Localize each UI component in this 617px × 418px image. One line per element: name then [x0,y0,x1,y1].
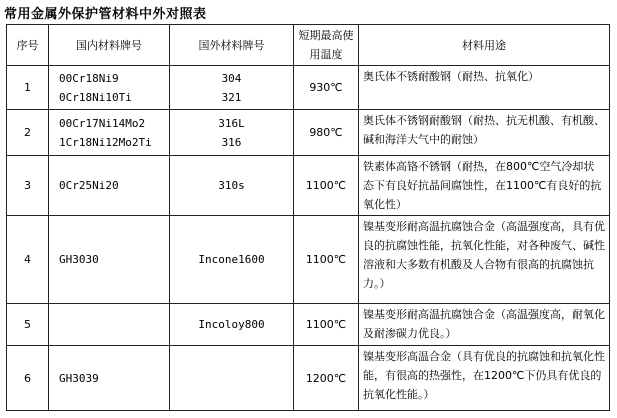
usage-text: 奥氏体不锈耐酸钢（耐热、抗氧化） [363,70,539,83]
row-usage [359,110,610,156]
foreign-grade: 316L [218,116,245,130]
row-domestic [49,304,170,346]
header-foreign: 国外材料牌号 [170,25,294,66]
header-index: 序号 [7,25,49,66]
domestic-grade: 0Cr18Ni10Ti [59,90,132,104]
foreign-grade: Incoloy800 [198,318,265,331]
usage-text: 奥氏体不锈钢耐酸钢（耐热、抗无机酸、有机酸、碱和海洋大气中的耐蚀） [363,114,605,146]
domestic-grade: 00Cr18Ni9 [59,71,119,85]
row-usage [359,346,610,411]
row-domestic [49,110,170,156]
row-usage [359,156,610,216]
row-index: 4 [7,216,49,304]
domestic-grade: 1Cr18Ni12Mo2Ti [59,135,152,149]
header-usage: 材料用途 [359,25,610,66]
foreign-grade: 316 [221,135,242,149]
row-domestic [49,66,170,110]
table-row [7,110,610,156]
row-usage [359,66,610,110]
usage-text: 镍基变形耐高温抗腐蚀合金（高温强度高，具有优良的抗腐蚀性能，抗氧化性能，对各种废气、碱性溶液和大多数有机酸及人合物有很高的抗腐蚀抗力。） [363,220,605,290]
row-foreign [170,304,294,346]
foreign-grade: 310s [218,179,245,192]
foreign-grade: Incone1600 [198,253,265,266]
row-index: 3 [7,156,49,216]
header-temp-line1: 短期最高使 [298,29,354,42]
domestic-grade: GH3030 [59,253,99,266]
row-domestic [49,216,170,304]
row-index: 5 [7,304,49,346]
table-row [7,304,610,346]
header-domestic: 国内材料牌号 [49,25,170,66]
row-index: 1 [7,66,49,110]
row-domestic [49,346,170,411]
usage-text: 镍基变形高温合金（具有优良的抗腐蚀和抗氧化性能，有很高的热强性，在1200℃下仍具有优良的抗氧化性能。） [363,350,605,401]
row-temp: 1100℃ [294,304,359,346]
domestic-grade: 00Cr17Ni14Mo2 [59,116,146,130]
foreign-grade: 304 [221,71,242,85]
row-foreign [170,66,294,110]
domestic-grade: 0Cr25Ni20 [59,179,119,192]
row-temp: 980℃ [294,110,359,156]
row-temp: 1100℃ [294,216,359,304]
row-temp: 930℃ [294,66,359,110]
row-usage [359,216,610,304]
usage-text: 镍基变形耐高温抗腐蚀合金（高温强度高，耐氧化及耐渗碳力优良。） [363,308,605,340]
usage-text: 铁素体高铬不锈钢（耐热，在800℃空气冷却状态下有良好抗晶间腐蚀性，在1100℃有良好的抗氧化性） [363,160,602,211]
row-index: 2 [7,110,49,156]
row-index: 6 [7,346,49,411]
domestic-grade: GH3039 [59,371,99,385]
row-usage [359,304,610,346]
row-temp: 1100℃ [294,156,359,216]
materials-table [6,24,610,411]
table-row [7,346,610,411]
page-title: 常用金属外保护管材料中外对照表 [4,7,207,22]
table-row [7,216,610,304]
header-temp [294,25,359,66]
foreign-grade: 321 [221,90,242,104]
row-domestic [49,156,170,216]
row-temp: 1200℃ [294,346,359,411]
row-foreign [170,110,294,156]
row-foreign [170,216,294,304]
table-header-row [7,25,610,66]
table-row [7,156,610,216]
table-row [7,66,610,110]
header-temp-line2: 用温度 [309,48,343,61]
row-foreign [170,156,294,216]
row-foreign [170,346,294,411]
